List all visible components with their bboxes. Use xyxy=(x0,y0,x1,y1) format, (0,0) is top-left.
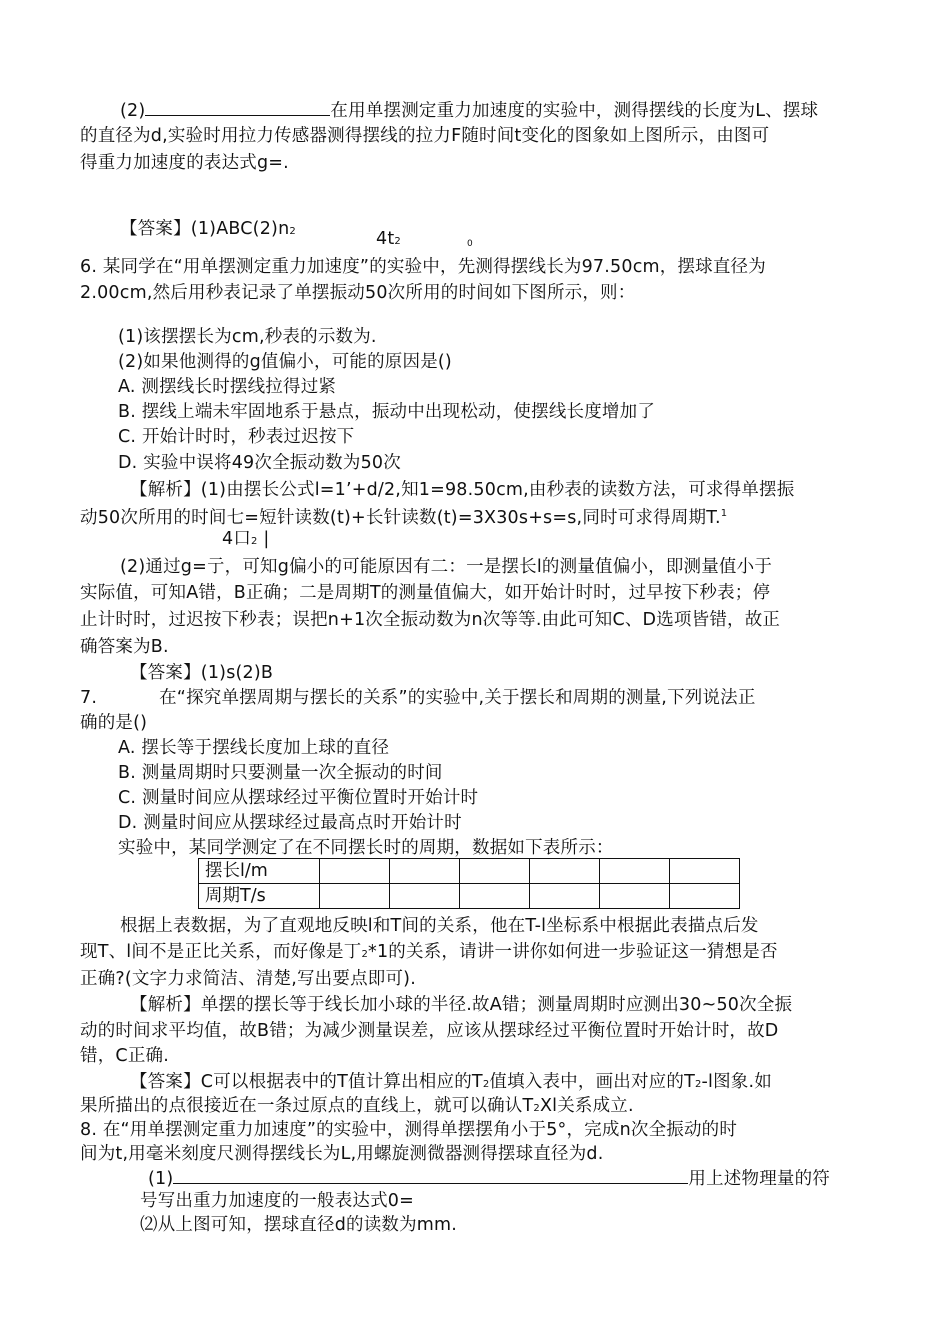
q6-analysis-line2-sup: 1 xyxy=(720,508,728,519)
q8-sub1-line2: 号写出重力加速度的一般表达式0= xyxy=(140,1191,414,1211)
q5-answer-text: 【答案】(1)ABC(2)n xyxy=(120,219,290,239)
q7-answer-line2-a: 果所描出的点很接近在一条过原点的直线上，就可以确认T xyxy=(80,1096,534,1116)
q5-answer-zero: 0 xyxy=(467,239,473,249)
table-row xyxy=(199,884,740,909)
q6-analysis-line7: 确答案为B. xyxy=(80,637,169,657)
q7-line1 xyxy=(80,686,756,710)
q6-analysis-line3-text: 4口 xyxy=(222,529,252,549)
table-cell[interactable] xyxy=(390,884,460,909)
q5-answer-denom-text: 4t xyxy=(376,229,395,249)
q7-answer-line1 xyxy=(130,1070,772,1097)
q8-sub2: ⑵从上图可知，摆球直径d的读数为mm. xyxy=(140,1215,458,1235)
q7-line1-text: 在“探究单摆周期与摆长的关系”的实验中,关于摆长和周期的测量,下列说法正 xyxy=(159,688,756,708)
q5-part2-line2: 的直径为d,实验时用拉力传感器测得摆线的拉力F随时间t变化的图象如上图所示，由图可 xyxy=(80,126,770,146)
q7-number: 7. xyxy=(80,688,98,708)
table-cell[interactable] xyxy=(600,859,670,884)
q6-line1: 6. 某同学在“用单摆测定重力加速度”的实验中，先测得摆线长为97.50cm，摆球直径为 xyxy=(80,257,766,277)
q7-option-c: C. 测量时间应从摆球经过平衡位置时开始计时 xyxy=(118,788,479,808)
q5-answer-denom-sub: 2 xyxy=(394,236,401,247)
q7-option-a: A. 摆长等于摆线长度加上球的直径 xyxy=(118,738,390,758)
q6-analysis-line3 xyxy=(222,527,269,554)
q7-para-line2 xyxy=(80,940,778,967)
q8-line2: 间为t,用毫米刻度尺测得摆线长为L,用螺旋测微器测得摆球直径为d. xyxy=(80,1144,604,1164)
q8-sub1-num: (1) xyxy=(148,1169,174,1189)
table-cell[interactable] xyxy=(670,884,740,909)
q5-part2-line1 xyxy=(120,97,818,123)
q7-para-line2-sub: 2 xyxy=(361,949,369,960)
q5-part2-num: (2) xyxy=(120,101,146,121)
table-cell[interactable] xyxy=(320,859,390,884)
q6-option-c: C. 开始计时时，秒表过迟按下 xyxy=(118,427,355,447)
q6-analysis-line1: 【解析】(1)由摆长公式l=1’+d/2,知1=98.50cm,由秒表的读数方法，可求得单摆振 xyxy=(130,480,795,500)
q6-option-d: D. 实验中误将49次全振动数为50次 xyxy=(118,453,401,473)
q5-part2-line3: 得重力加速度的表达式g=. xyxy=(80,153,289,173)
q7-answer-line2-sub: 2 xyxy=(533,1103,540,1114)
q6-analysis-line6: 止计时时，过迟按下秒表；误把n+1次全振动数为n次等等.由此可知C、D选项皆错，故正 xyxy=(80,610,781,630)
q7-analysis-line3: 错，C正确. xyxy=(80,1046,169,1066)
q6-analysis-line3-tail: | xyxy=(263,529,270,549)
q6-analysis-line2 xyxy=(80,502,727,530)
q7-para-line2-b: *1的关系，请讲一讲你如何进一步验证这一猜想是否 xyxy=(368,942,778,962)
q7-answer-line1-a: 【答案】C可以根据表中的T值计算出相应的T xyxy=(130,1072,483,1092)
table-cell[interactable] xyxy=(670,859,740,884)
q7-option-b: B. 测量周期时只要测量一次全振动的时间 xyxy=(118,763,443,783)
q7-table-intro: 实验中，某同学测定了在不同摆长时的周期，数据如下表所示： xyxy=(118,838,614,858)
q7-para-line3: 正确?(文字力求简洁、清楚,写出要点即可). xyxy=(80,969,416,989)
q7-answer-line1-sub2: 2 xyxy=(694,1079,702,1090)
q5-answer-sub: 2 xyxy=(289,226,296,237)
q6-line2: 2.00cm,然后用秒表记录了单摆振动50次所用的时间如下图所示，则： xyxy=(80,283,636,303)
answer-blank[interactable] xyxy=(145,97,330,116)
q5-answer-denominator xyxy=(376,227,401,254)
table-cell[interactable] xyxy=(390,859,460,884)
q7-para-line1: 根据上表数据，为了直观地反映l和T间的关系，他在T-l坐标系中根据此表描点后发 xyxy=(120,916,759,936)
q7-answer-line1-sub: 2 xyxy=(482,1079,490,1090)
q6-answer: 【答案】(1)s(2)B xyxy=(130,663,274,683)
q6-analysis-line3-sub: 2 xyxy=(251,536,258,547)
q7-answer-line1-c: -l图象.如 xyxy=(701,1072,772,1092)
q6-sub2: (2)如果他测得的g值偏小，可能的原因是() xyxy=(118,352,452,372)
q8-sub1-tail: 用上述物理量的符 xyxy=(688,1169,830,1189)
q7-option-d: D. 测量时间应从摆球经过最高点时开始计时 xyxy=(118,813,462,833)
q6-analysis-line2-text: 动50次所用的时间七=短针读数(t)+长针读数(t)=3X30s+s=s,同时可求得周期T. xyxy=(80,507,721,528)
q6-sub1: (1)该摆摆长为cm,秒表的示数为. xyxy=(118,327,377,347)
q7-analysis-line2: 动的时间求平均值，故B错；为减少测量误差，应该从摆球经过平衡位置时开始计时，故D xyxy=(80,1021,779,1041)
q6-analysis-line4: (2)通过g=亍，可知g偏小的可能原因有二：一是摆长l的测量值偏小，即测量值小于 xyxy=(120,557,773,577)
table-row-header: 周期T/s xyxy=(199,884,320,909)
q7-para-line2-a: 现T、l间不是正比关系，而好像是丁 xyxy=(80,942,362,962)
q8-sub1-line1 xyxy=(148,1165,830,1191)
table-cell[interactable] xyxy=(600,884,670,909)
answer-blank[interactable] xyxy=(173,1165,688,1184)
q8-line1: 8. 在“用单摆测定重力加速度”的实验中，测得单摆摆角小于5°，完成n次全振动的时 xyxy=(80,1120,738,1140)
table-row xyxy=(199,859,740,884)
table-cell[interactable] xyxy=(460,859,530,884)
q7-answer-line2 xyxy=(80,1094,634,1121)
q5-part2-text: 在用单摆测定重力加速度的实验中，测得摆线的长度为L、摆球 xyxy=(330,101,819,121)
table-cell[interactable] xyxy=(460,884,530,909)
q6-option-a: A. 测摆线长时摆线拉得过紧 xyxy=(118,377,337,397)
q7-answer-line2-b: Xl关系成立. xyxy=(539,1096,634,1116)
q7-line2: 确的是() xyxy=(80,713,148,733)
q7-analysis-line1: 【解析】单摆的摆长等于线长加小球的半径.故A错；测量周期时应测出30~50次全振 xyxy=(130,995,793,1015)
pendulum-data-table xyxy=(198,858,740,909)
q6-analysis-line5: 实际值，可知A错，B正确；二是周期T的测量值偏大，如开始计时时，过早按下秒表；停 xyxy=(80,583,771,603)
table-cell[interactable] xyxy=(530,884,600,909)
q7-answer-line1-b: 值填入表中，画出对应的T xyxy=(489,1072,695,1092)
q5-answer xyxy=(120,217,296,244)
table-row-header: 摆长l/m xyxy=(199,859,320,884)
q6-option-b: B. 摆线上端未牢固地系于悬点，振动中出现松动，使摆线长度增加了 xyxy=(118,402,656,422)
table-cell[interactable] xyxy=(320,884,390,909)
table-cell[interactable] xyxy=(530,859,600,884)
